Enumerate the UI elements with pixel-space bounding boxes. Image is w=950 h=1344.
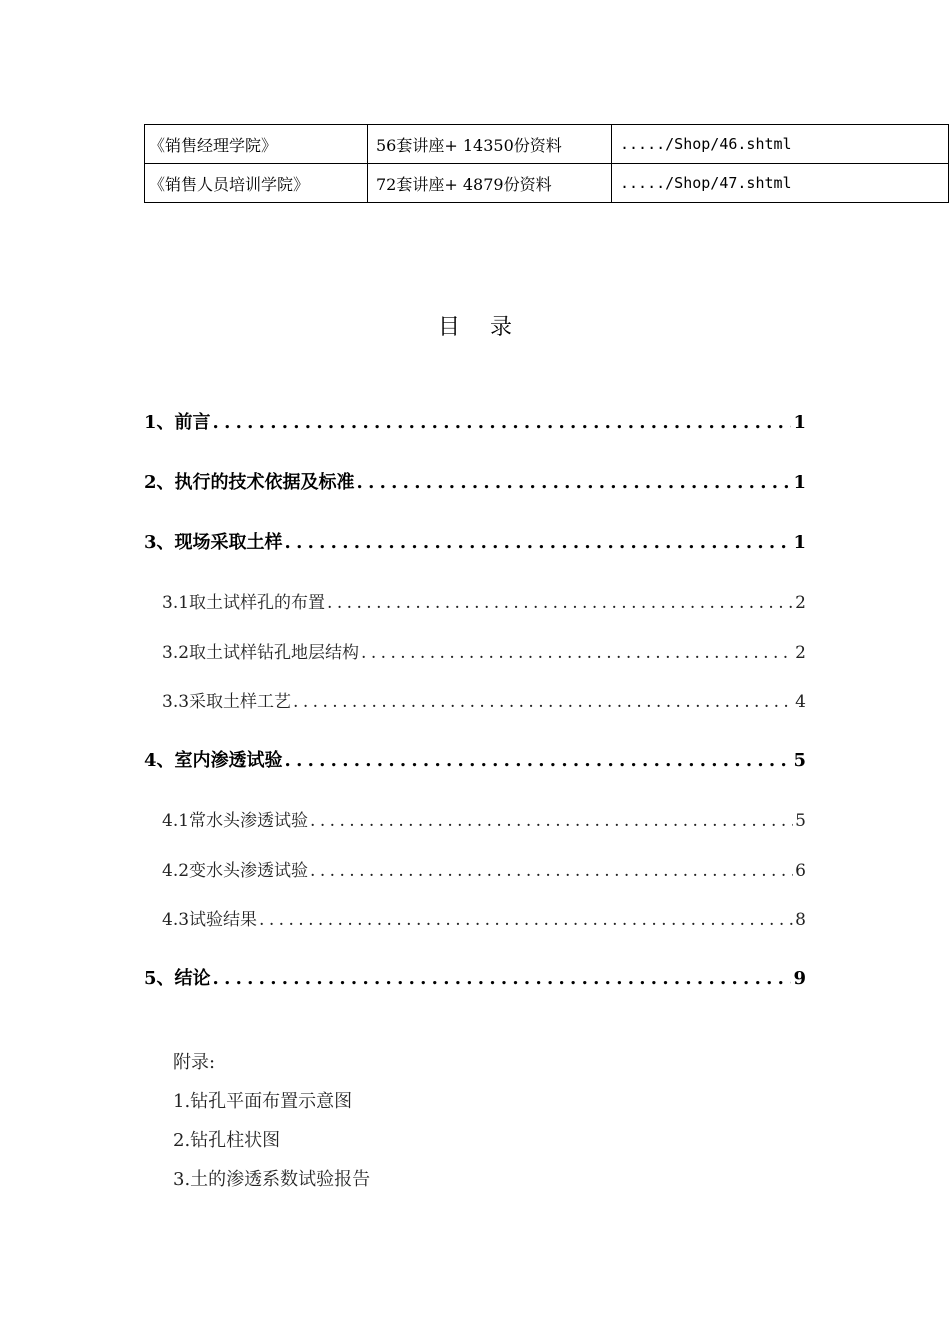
resource-name: 《销售经理学院》 — [145, 125, 368, 164]
toc-entry[interactable] — [162, 687, 806, 712]
toc-entry[interactable] — [162, 806, 806, 831]
resource-link[interactable]: ...../Shop/46.shtml — [612, 125, 949, 164]
toc-entry-text: 3.2取土试样钻孔地层结构 — [162, 643, 360, 663]
toc-entry-text: 3.1取土试样孔的布置 — [162, 593, 326, 613]
toc-entry[interactable] — [162, 856, 806, 881]
toc-page-number: 5 — [793, 750, 806, 771]
resource-link[interactable]: ...../Shop/47.shtml — [612, 164, 949, 203]
resource-content: 56套讲座+ 14350份资料 — [368, 125, 612, 164]
toc-entry-text: 3.3采取土样工艺 — [162, 692, 292, 712]
toc-page-number: 5 — [795, 811, 806, 831]
toc-entry[interactable] — [144, 528, 806, 554]
toc-page-number: 1 — [793, 412, 806, 433]
toc-leader — [259, 910, 793, 930]
toc-page-number: 1 — [793, 532, 806, 553]
toc-entry-text: 3、现场采取土样 — [144, 532, 283, 553]
toc-leader — [361, 643, 793, 663]
toc-entry[interactable] — [162, 905, 806, 930]
toc-leader — [327, 593, 793, 613]
toc-entry[interactable] — [144, 746, 806, 772]
toc-leader — [213, 968, 792, 989]
toc-entry-text: 2、执行的技术依据及标准 — [144, 472, 355, 493]
toc-page-number: 2 — [795, 593, 806, 613]
toc-page-number: 1 — [793, 472, 806, 493]
toc-leader — [310, 811, 793, 831]
resource-content: 72套讲座+ 4879份资料 — [368, 164, 612, 203]
toc-page-number: 9 — [793, 968, 806, 989]
table-row — [145, 164, 949, 203]
toc-leader — [293, 692, 793, 712]
toc-leader — [357, 472, 792, 493]
appendix-item: 2.钻孔柱状图 — [173, 1130, 281, 1151]
toc-entry[interactable] — [144, 964, 806, 990]
toc-entry-text: 4.3试验结果 — [162, 910, 258, 930]
toc-page-number: 2 — [795, 643, 806, 663]
appendix-item: 1.钻孔平面布置示意图 — [173, 1091, 353, 1112]
toc-entry[interactable] — [144, 408, 806, 434]
toc-entry[interactable] — [162, 638, 806, 663]
toc-entry[interactable] — [162, 588, 806, 613]
appendix-item: 3.土的渗透系数试验报告 — [173, 1169, 371, 1190]
appendix-heading: 附录: — [173, 1052, 216, 1073]
toc-entry-text: 4、室内渗透试验 — [144, 750, 283, 771]
toc-entry-text: 5、结论 — [144, 968, 211, 989]
toc-leader — [285, 532, 792, 553]
resource-name: 《销售人员培训学院》 — [145, 164, 368, 203]
toc-leader — [213, 412, 792, 433]
toc-title: 目录 — [437, 315, 542, 340]
toc-leader — [285, 750, 792, 771]
table-row — [145, 125, 949, 164]
toc-page-number: 6 — [795, 861, 806, 881]
resource-table — [144, 124, 949, 203]
toc-entry[interactable] — [144, 468, 806, 494]
toc-leader — [310, 861, 793, 881]
toc-page-number: 4 — [795, 692, 806, 712]
toc-entry-text: 4.2变水头渗透试验 — [162, 861, 309, 881]
toc-entry-text: 1、前言 — [144, 412, 211, 433]
toc-entry-text: 4.1常水头渗透试验 — [162, 811, 309, 831]
toc-page-number: 8 — [795, 910, 806, 930]
